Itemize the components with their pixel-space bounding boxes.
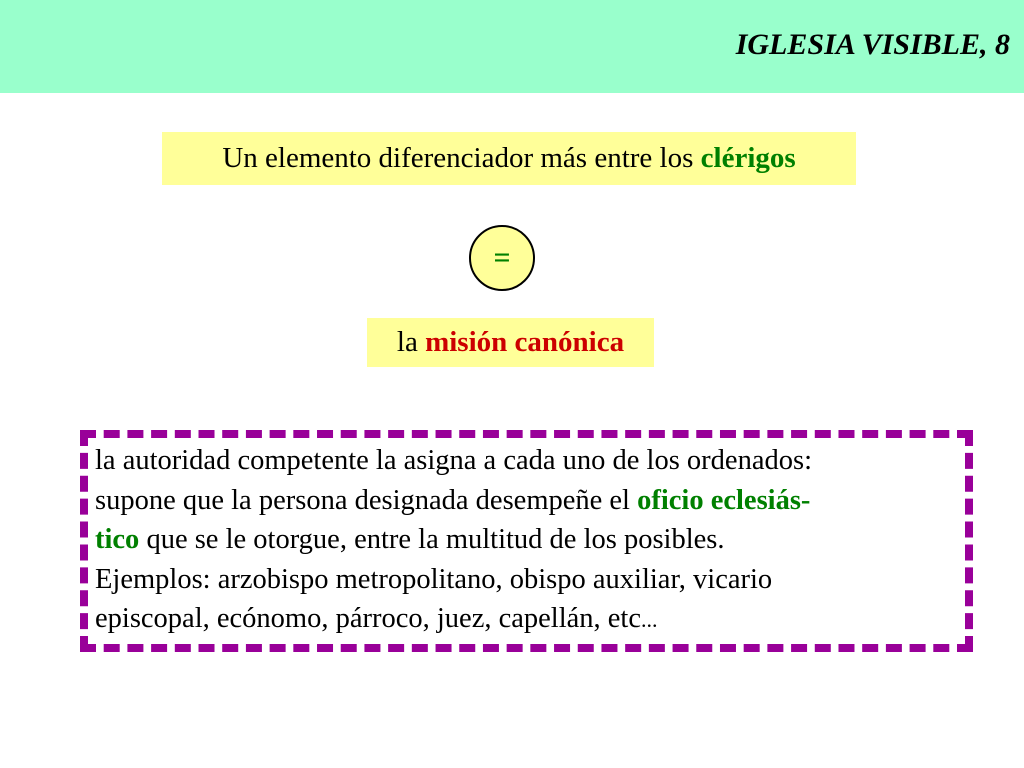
slide-title: IGLESIA VISIBLE, 8 bbox=[735, 28, 1010, 61]
detail-line-3 bbox=[95, 520, 965, 560]
detail-text-block bbox=[95, 441, 965, 640]
detail-line-3-highlight: tico bbox=[95, 524, 140, 556]
detail-line-2 bbox=[95, 481, 965, 521]
mission-highlight: misión canónica bbox=[425, 326, 625, 358]
detail-line-5 bbox=[95, 599, 965, 640]
equals-circle bbox=[469, 225, 535, 291]
detail-line-5-text: episcopal, ecónomo, párroco, juez, capellán, etc bbox=[95, 603, 641, 635]
equals-symbol: = bbox=[493, 241, 511, 274]
mission-prefix: la bbox=[396, 326, 426, 358]
detail-line-3-text: que se le otorgue, entre la multitud de los posibles. bbox=[139, 524, 725, 556]
detail-line-2-text: supone que la persona designada desempeñe el bbox=[95, 484, 638, 516]
detail-line-4: Ejemplos: arzobispo metropolitano, obispo auxiliar, vicario bbox=[95, 563, 773, 595]
detail-line-1: la autoridad competente la asigna a cada uno de los ordenados: bbox=[95, 445, 812, 476]
detail-line-2-highlight: oficio eclesiás- bbox=[637, 484, 811, 516]
mission-box bbox=[367, 318, 654, 367]
subtitle-box bbox=[162, 132, 856, 185]
detail-line-5-ellipsis: ... bbox=[641, 607, 658, 633]
subtitle-text: Un elemento diferenciador más entre los bbox=[222, 142, 701, 174]
subtitle-highlight: clérigos bbox=[700, 142, 796, 174]
